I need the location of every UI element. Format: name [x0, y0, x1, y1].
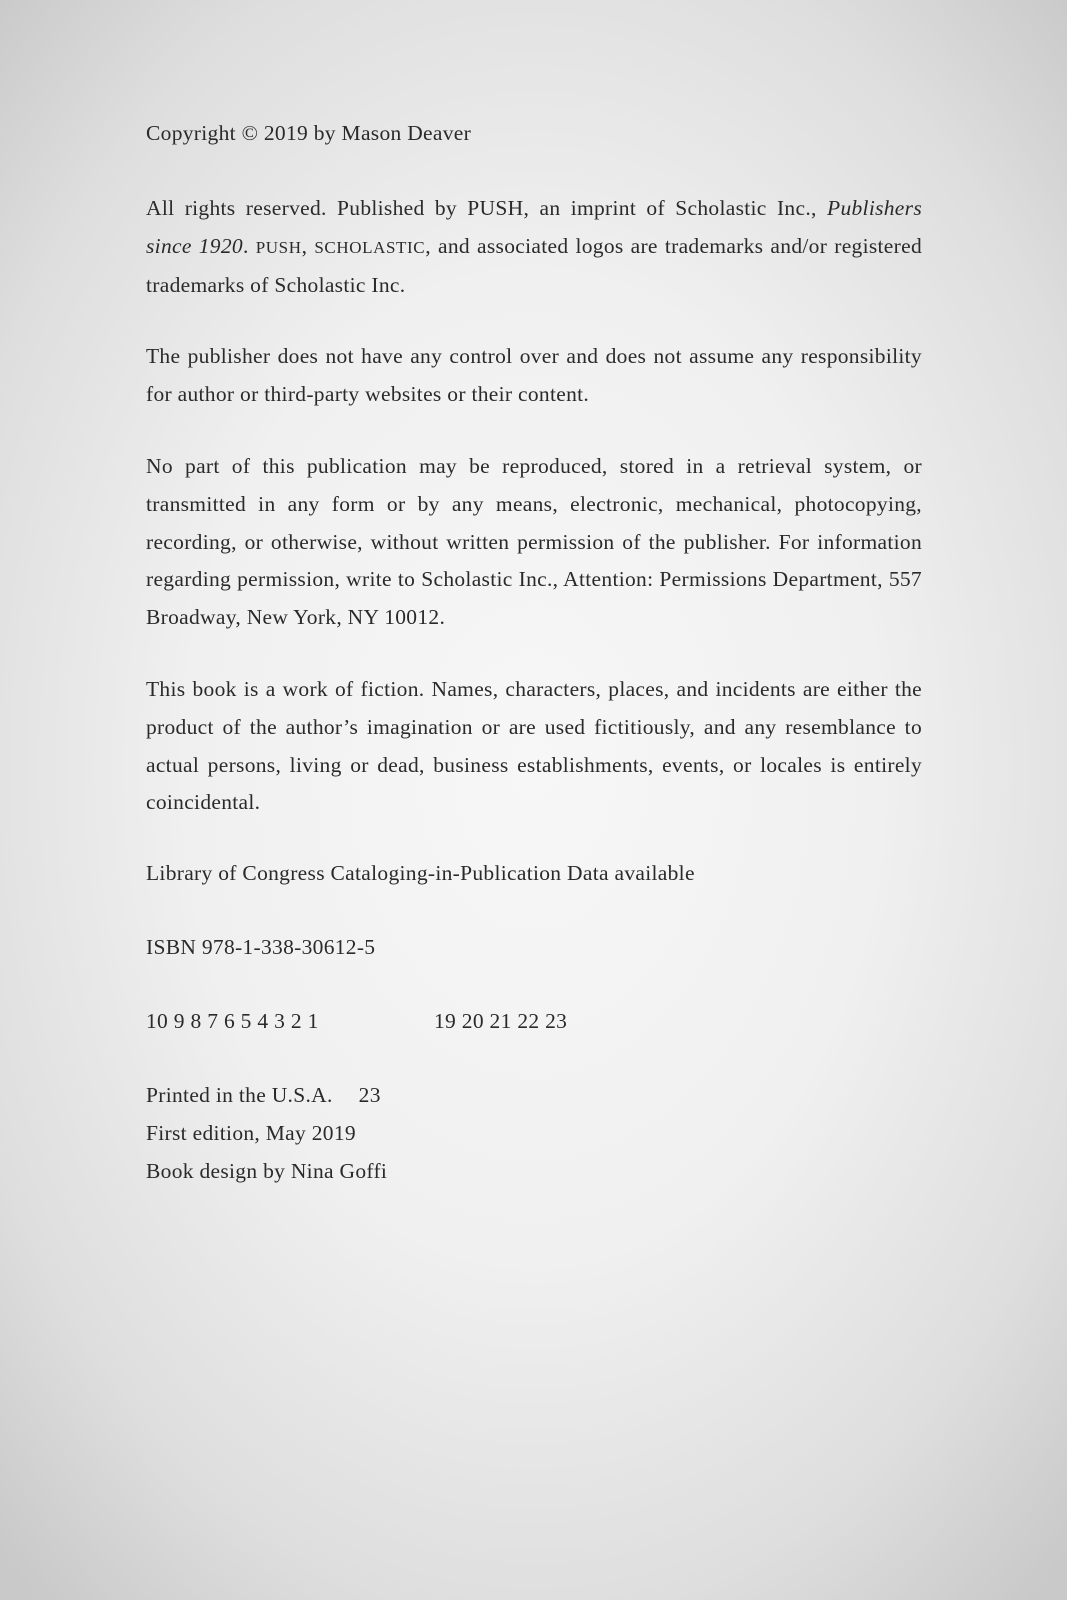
scholastic-trademark: SCHOLASTIC [314, 237, 426, 257]
edition-line: First edition, May 2019 [146, 1121, 356, 1145]
library-of-congress-line: Library of Congress Cataloging-in-Publication Data available [146, 861, 695, 885]
rights-paragraph [146, 190, 922, 304]
fiction-disclaimer-paragraph: This book is a work of fiction. Names, characters, places, and incidents are either the product of the author’s imagination or are used fictitiously, and any resemblance to actual persons, living or dead, business establishments, events, or locales is entirely coincidental. [146, 677, 922, 815]
printed-in-line [146, 1077, 381, 1115]
push-trademark: PUSH [255, 237, 302, 257]
copyright-line [146, 115, 922, 153]
copyright-text: Copyright © 2019 by Mason Deaver [146, 121, 472, 145]
rights-text-1: All rights reserved. Published by PUSH, an imprint of Scholastic Inc., [146, 196, 828, 220]
isbn-line: ISBN 978-1-338-30612-5 [146, 935, 376, 959]
rights-italic-text: Publishers since 1920 [146, 196, 922, 258]
rights-text-4: , and associated logos are trademarks and/or registered trademarks of Scholastic Inc. [146, 233, 922, 297]
printing-numbers: 10 9 8 7 6 5 4 3 2 1 [146, 1009, 319, 1033]
rights-text-2: . [242, 233, 256, 258]
year-numbers: 19 20 21 22 23 [434, 1009, 568, 1033]
reproduction-paragraph: No part of this publication may be reproduced, stored in a retrieval system, or transmitted in any form or by any means, electronic, mechanical, photocopying, recording, or otherwise, without written permission of the publisher. For information regarding permission, write to Scholastic Inc., Attention: Permissions Department, 557 Broadway, New York, NY 10012. [146, 454, 922, 630]
rights-text-3: , [301, 233, 315, 258]
printed-in-text: Printed in the U.S.A. [146, 1083, 333, 1107]
publisher-note-paragraph: The publisher does not have any control over and does not assume any responsibility for author or third-party websites or their content. [146, 344, 922, 406]
book-design-line: Book design by Nina Goffi [146, 1159, 388, 1183]
printed-code: 23 [358, 1083, 381, 1107]
